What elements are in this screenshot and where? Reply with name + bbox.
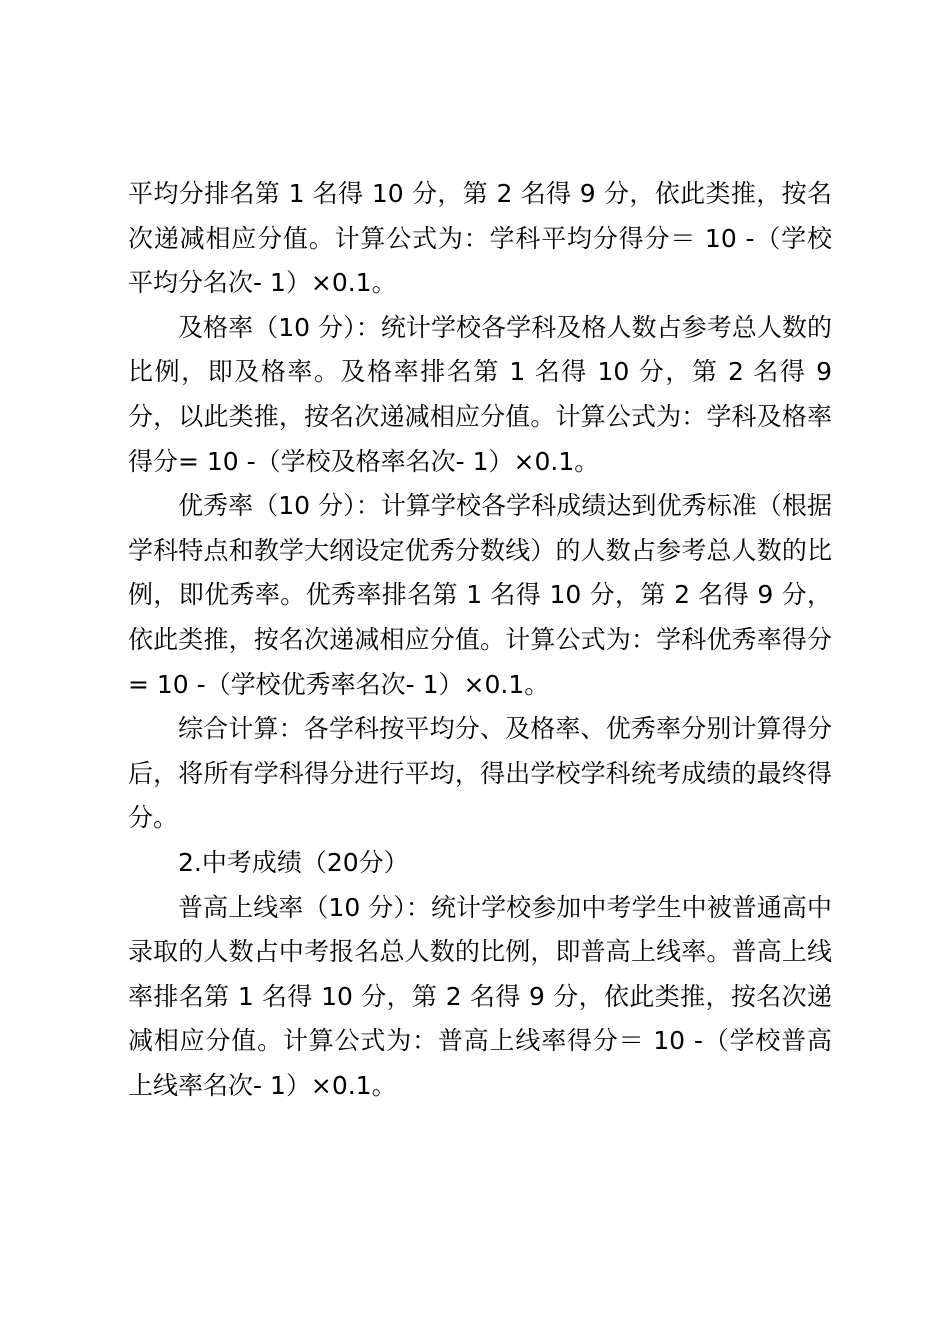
paragraph-average-score-continued: 平均分排名第 1 名得 10 分，第 2 名得 9 分，依此类推，按名次递减相应分值。计算公式为：学科平均分得分＝ 10 -（学校平均分名次- 1）×0.1。 — [128, 179, 832, 298]
paragraph-pass-rate: 及格率（10 分）：统计学校各学科及格人数占参考总人数的比例，即及格率。及格率排名第 1 名得 10 分，第 2 名得 9 分，以此类推，按名次递减相应分值。计算公式为：学科及格率得分= 10 -（学校及格率名次- 1）×0.1。 — [128, 312, 832, 476]
paragraph-combined-calculation: 综合计算：各学科按平均分、及格率、优秀率分别计算得分后，将所有学科得分进行平均，得出学校学科统考成绩的最终得分。 — [128, 714, 832, 833]
paragraph-excellence-rate: 优秀率（10 分）：计算学校各学科成绩达到优秀标准（根据学科特点和教学大纲设定优秀分数线）的人数占参考总人数的比例，即优秀率。优秀率排名第 1 名得 10 分，第 2 名得 9 分，依此类推，按名次递减相应分值。计算公式为：学科优秀率得分= 10 -（学校优秀率名次- 1）×0.1。 — [128, 491, 832, 699]
document-body — [128, 172, 832, 1108]
section-heading-exam-results: 2.中考成绩（20分） — [178, 847, 409, 877]
paragraph-high-school-admission-rate: 普高上线率（10 分）：统计学校参加中考学生中被普通高中录取的人数占中考报名总人数的比例，即普高上线率。普高上线率排名第 1 名得 10 分，第 2 名得 9 分，依此类推，按名次递减相应分值。计算公式为：普高上线率得分＝ 10 -（学校普高上线率名次- 1）×0.1。 — [128, 892, 832, 1100]
